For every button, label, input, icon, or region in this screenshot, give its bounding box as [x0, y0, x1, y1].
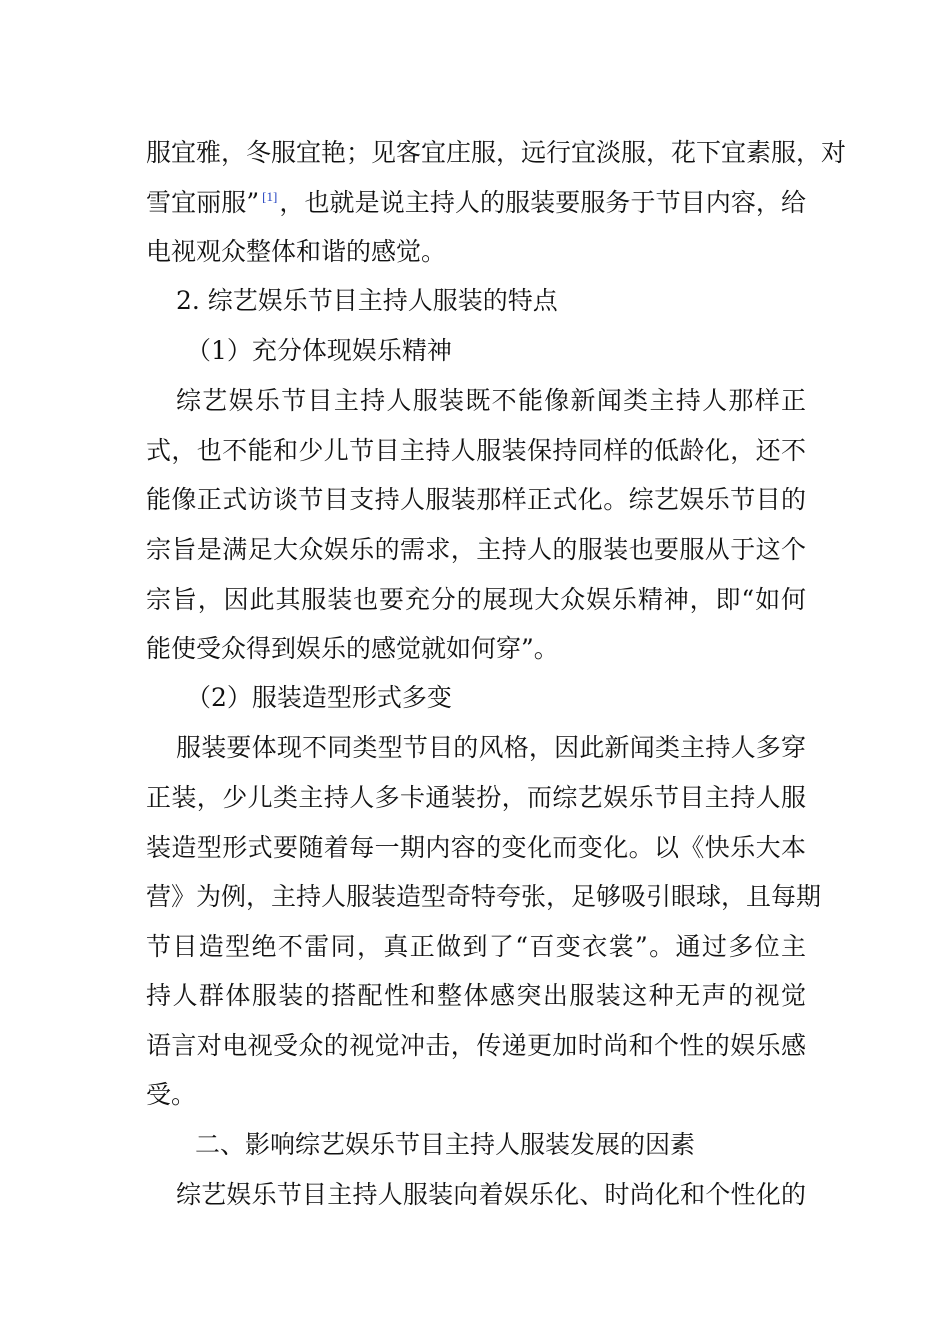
section-heading: 2. 综艺娱乐节目主持人服装的特点: [176, 286, 558, 315]
subsection-heading: （1）充分体现娱乐精神: [186, 336, 452, 365]
paragraph-line: 宗旨是满足大众娱乐的需求，主持人的服装也要服从于这个: [146, 535, 806, 564]
chapter-heading: 二、影响综艺娱乐节目主持人服装发展的因素: [195, 1130, 696, 1159]
paragraph-line: 宗旨，因此其服装也要充分的展现大众娱乐精神，即“如何: [146, 585, 806, 614]
paragraph-line: 装造型形式要随着每一期内容的变化而变化。以《快乐大本: [146, 833, 806, 862]
paragraph-line: 综艺娱乐节目主持人服装既不能像新闻类主持人那样正: [176, 386, 806, 415]
paragraph-line: 节目造型绝不雷同，真正做到了“百变衣裳”。通过多位主: [146, 932, 806, 961]
paragraph-line: 综艺娱乐节目主持人服装向着娱乐化、时尚化和个性化的: [176, 1180, 806, 1209]
citation-mark[interactable]: [1]: [262, 189, 278, 204]
paragraph-line: 式，也不能和少儿节目主持人服装保持同样的低龄化，还不: [146, 436, 806, 465]
paragraph-line: 语言对电视受众的视觉冲击，传递更加时尚和个性的娱乐感: [146, 1031, 806, 1060]
paragraph-line: 持人群体服装的搭配性和整体感突出服装这种无声的视觉: [146, 981, 806, 1010]
paragraph-line: 能使受众得到娱乐的感觉就如何穿”。: [146, 634, 559, 663]
paragraph-line: 电视观众整体和谐的感觉。: [146, 237, 447, 266]
paragraph-line: 服宜雅，冬服宜艳；见客宜庄服，远行宜淡服，花下宜素服，对: [146, 138, 847, 167]
paragraph-line: 正装，少儿类主持人多卡通装扮，而综艺娱乐节目主持人服: [146, 783, 806, 812]
paragraph-line: 受。: [146, 1080, 197, 1109]
paragraph-line-with-citation: [146, 183, 806, 223]
line-text: 雪宜丽服”: [146, 188, 260, 217]
line-text: ，也就是说主持人的服装要服务于节目内容，给: [279, 188, 806, 217]
paragraph-line: 能像正式访谈节目支持人服装那样正式化。综艺娱乐节目的: [146, 485, 806, 514]
paragraph-line: 营》为例，主持人服装造型奇特夸张，足够吸引眼球，且每期: [146, 882, 822, 911]
subsection-heading: （2）服装造型形式多变: [186, 683, 452, 712]
paragraph-line: 服装要体现不同类型节目的风格，因此新闻类主持人多穿: [176, 733, 806, 762]
